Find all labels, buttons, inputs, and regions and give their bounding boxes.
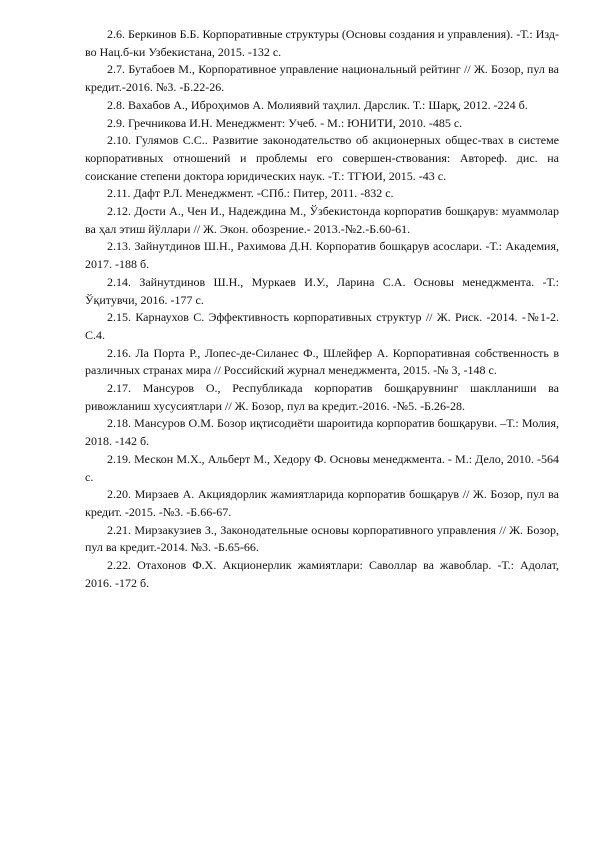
reference-item: 2.18. Мансуров О.М. Бозор иқтисодиёти шароитида корпоратив бошқаруви. –Т.: Молия, 2018. -142 б.: [85, 416, 559, 449]
reference-item: 2.6. Беркинов Б.Б. Корпоративные структуры (Основы создания и управления). -Т.: Изд-во Нац.б-ки Узбекистана, 2015. -132 с.: [85, 27, 559, 59]
reference-item: 2.8. Вахабов А., Иброҳимов А. Молиявий таҳлил. Дарслик. Т.: Шарқ, 2012. -224 б.: [107, 97, 528, 112]
reference-item: 2.7. Бутабоев М., Корпоративное управление национальный рейтинг // Ж. Бозор, пул ва кредит.-2016. №3. -Б.22-26.: [85, 62, 559, 95]
reference-item: 2.15. Карнаухов С. Эффективность корпоративных структур // Ж. Риск. -2014. -№1-2. С.4.: [85, 310, 559, 342]
reference-item: 2.17. Мансуров О., Республикада корпоратив бошқарувнинг шаклланиши ва ривожланиш хусусиятлари // Ж. Бозор, пул ва кредит.-2016. -№5. -Б.26-28.: [85, 381, 559, 413]
reference-item: 2.21. Мирзакузиев З., Законодательные основы корпоративного управления // Ж. Бозор, пул ва кредит.-2014. №3. -Б.65-66.: [85, 522, 559, 555]
reference-item: 2.22. Отахонов Ф.Х. Акционерлик жамиятлари: Саволлар ва жавоблар. -Т.: Адолат, 2016. -172 б.: [85, 558, 559, 590]
reference-item: 2.14. Зайнутдинов Ш.Н., Муркаев И.У., Ларина С.А. Основы менеджмента. -Т.: Ўқитувчи, 2016. -177 с.: [85, 274, 559, 307]
reference-item: 2.9. Гречникова И.Н. Менеджмент: Учеб. - М.: ЮНИТИ, 2010. -485 с.: [107, 115, 463, 130]
reference-item: 2.19. Мескон М.Х., Альберт М., Хедору Ф. Основы менеджмента. - М.: Дело, 2010. -564 с.: [85, 451, 559, 484]
reference-item: 2.10. Гулямов С.С.. Развитие законодательство об акционерных общес-твах в системе корпоративных отношений и проблемы его совершен-ствования: Автореф. дис. на соискание степени доктора юридических наук. -Т.: ТГЮИ, 2015. -43 с.: [85, 133, 559, 183]
reference-item: 2.11. Дафт Р.Л. Менеджмент. -СПб.: Питер, 2011. -832 с.: [107, 186, 394, 201]
reference-item: 2.20. Мирзаев А. Акциядорлик жамиятларида корпоратив бошқарув // Ж. Бозор, пул ва кредит. -2015. -№3. -Б.66-67.: [85, 487, 559, 519]
reference-item: 2.13. Зайнутдинов Ш.Н., Рахимова Д.Н. Корпоратив бошқарув асослари. -Т.: Академия, 2017. -188 б.: [85, 239, 559, 272]
reference-list: [85, 26, 559, 593]
reference-item: 2.16. Ла Порта Р., Лопес-де-Силанес Ф., Шлейфер А. Корпоративная собственность в различных странах мира // Российский журнал менеджмента, 2015. -№ 3, -148 с.: [85, 345, 559, 378]
reference-item: 2.12. Дости А., Чен И., Надеждина М., Ўзбекистонда корпоратив бошқарув: муаммолар ва ҳал этиш йўллари // Ж. Экон. обозрение.- 2013.-№2.-Б.60-61.: [85, 204, 559, 236]
